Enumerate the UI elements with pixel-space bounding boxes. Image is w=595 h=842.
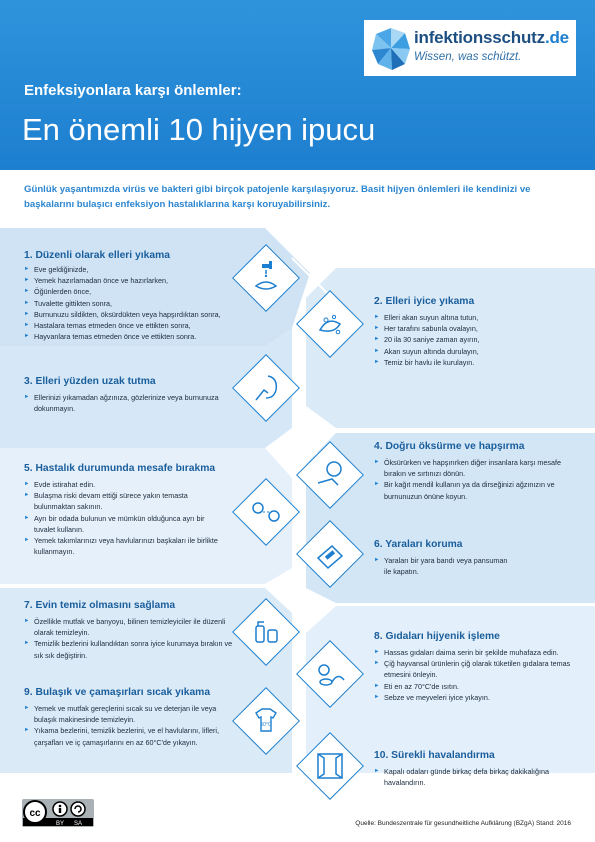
intro-text: Günlük yaşantımızda virüs ve bakteri gibi birçok patojenle karşılaşıyoruz. Basit hijyen önlemleri ile kendinizi ve başkalarını bulaşıcı enfeksiyon hastalıklarına karşı koruyabilirsiniz. xyxy=(24,184,531,210)
bandaid-hand-icon xyxy=(308,532,352,576)
soapy-hands-icon xyxy=(308,302,352,346)
handwash-tap-icon xyxy=(244,256,288,300)
list-item: ► Eve geldiğinizde, xyxy=(24,264,269,275)
license-sa-label: SA xyxy=(73,821,83,827)
list-item: ► Eti en az 70°C'de ısıtın. xyxy=(374,681,579,692)
distance-people-icon xyxy=(244,490,288,534)
tip-9-list xyxy=(24,703,239,748)
list-item: ► Özellikle mutfak ve banyoyu, bilinen temizleyiciler ile düzenli olarak temizleyin. xyxy=(24,616,234,638)
tip-10-list xyxy=(374,766,579,788)
open-window-icon xyxy=(308,744,352,788)
list-item: ► Evde istirahat edin. xyxy=(24,479,224,490)
list-item: ► Tuvalette gittikten sonra, xyxy=(24,298,269,309)
list-item: ► Her tarafını sabunla ovalayın, xyxy=(374,323,574,334)
tip-6-title: 6. Yaraları koruma xyxy=(374,539,463,550)
source-note: Quelle: Bundeszentrale für gesundheitliche Aufklärung (BZgA) Stand: 2016 xyxy=(355,820,571,827)
food-items-icon xyxy=(308,652,352,696)
tip-7-title: 7. Evin temiz olmasını sağlama xyxy=(24,600,176,611)
tip-7-list xyxy=(24,616,234,661)
tip-2-title: 2. Elleri iyice yıkama xyxy=(374,296,475,307)
tip-3-title: 3. Elleri yüzden uzak tutma xyxy=(24,376,156,387)
tip-4-title: 4. Doğru öksürme ve hapşırma xyxy=(374,441,525,452)
list-item: ► Sebze ve meyveleri iyice yıkayın. xyxy=(374,692,579,703)
list-item: ► Bir kağıt mendil kullanın ya da dirseğinizi ağzınızın ve burnunuzun önüne koyun. xyxy=(374,479,579,501)
cc-by-sa-badge[interactable] xyxy=(22,799,94,827)
license-by-label: BY xyxy=(55,821,65,827)
list-item: ► Yemek takımlarınızı veya havlularınızı başkaları ile birlikte kullanmayın. xyxy=(24,535,224,557)
list-item: ► Yıkama bezlerini, temizlik bezlerini, ve el havlularını, lifleri, çarşafları ve iç çamaşırlarını en az 60°C'de yıkayın. xyxy=(24,725,239,747)
svg-text:cc: cc xyxy=(29,808,41,819)
tshirt-60-icon xyxy=(244,699,288,743)
tip-5-list xyxy=(24,479,224,557)
tip-1-list xyxy=(24,264,269,342)
logo-tagline: Wissen, was schützt. xyxy=(414,51,522,63)
list-item: ► Çiğ hayvansal ürünlerin çiğ olarak tüketilen gıdalara temas etmesini önleyin. xyxy=(374,658,579,680)
logo-wordmark: infektionsschutz.de xyxy=(414,28,569,47)
tip-10-title: 10. Sürekli havalandırma xyxy=(374,750,495,761)
tip-8-title: 8. Gıdaları hijyenik işleme xyxy=(374,631,500,642)
list-item: ► Burnunuzu sildikten, öksürdükten veya hapşırdıktan sonra, xyxy=(24,309,269,320)
list-item: ► Akan suyun altında durulayın, xyxy=(374,346,574,357)
sneeze-elbow-icon xyxy=(308,453,352,497)
list-item: ► Hassas gıdaları daima serin bir şekilde muhafaza edin. xyxy=(374,647,579,658)
list-item: ► Hastalara temas etmeden önce ve ettikten sonra, xyxy=(24,320,269,331)
tip-8-list xyxy=(374,647,579,703)
list-item: ► Bulaşma riski devam ettiği sürece yakın temasta bulunmaktan sakının. xyxy=(24,490,224,512)
list-item: ► Öğünlerden önce, xyxy=(24,286,269,297)
list-item: ► Temiz bir havlu ile kurulayın. xyxy=(374,357,574,368)
list-item: ► Temizlik bezlerini kullandıktan sonra iyice kurumaya bırakın ve sık sık değiştirin. xyxy=(24,638,234,660)
tip-2-list xyxy=(374,312,574,368)
list-item: ► 20 ila 30 saniye zaman ayırın, xyxy=(374,334,574,345)
tip-6-list xyxy=(374,555,514,577)
list-item: ► Elleri akan suyun altına tutun, xyxy=(374,312,574,323)
wash-temp-label: 60°C xyxy=(260,722,272,728)
tip-5-title: 5. Hastalık durumunda mesafe bırakma xyxy=(24,463,216,474)
umbrella-logo-icon xyxy=(370,24,412,72)
list-item: ► Yemek hazırlamadan önce ve hazırlarken, xyxy=(24,275,269,286)
list-item: ► Öksürürken ve hapşırırken diğer insanlara karşı mesafe bırakın ve sırtınızı dönün. xyxy=(374,457,579,479)
list-item: ► Ellerinizi yıkamadan ağzınıza, gözlerinize veya burnunuza dokunmayın. xyxy=(24,392,224,414)
tip-3-list xyxy=(24,392,224,414)
face-touch-icon xyxy=(244,366,288,410)
tip-1-title: 1. Düzenli olarak elleri yıkama xyxy=(24,250,170,261)
tip-9-title: 9. Bulaşık ve çamaşırları sıcak yıkama xyxy=(24,687,211,698)
cleaning-bottles-icon xyxy=(244,610,288,654)
list-item: ► Yemek ve mutfak gereçlerini sıcak su ve deterjan ile veya bulaşık makinesinde temizleyin. xyxy=(24,703,239,725)
poster-title: En önemli 10 hijyen ipucu xyxy=(22,112,376,147)
tip-4-list xyxy=(374,457,579,502)
header-banner xyxy=(0,0,595,170)
poster-subtitle: Enfeksiyonlara karşı önlemler: xyxy=(24,82,242,99)
sa-icon xyxy=(71,802,85,816)
list-item: ► Kapalı odaları günde birkaç defa birkaç dakikalığına havalandırın. xyxy=(374,766,579,788)
list-item: ► Hayvanlara temas etmeden önce ve ettikten sonra. xyxy=(24,331,269,342)
logo[interactable] xyxy=(364,20,576,76)
list-item: ► Ayrı bir odada bulunun ve mümkün olduğunca ayrı bir tuvalet kullanın. xyxy=(24,513,224,535)
list-item: ► Yaraları bir yara bandı veya pansuman ile kapatın. xyxy=(374,555,514,577)
